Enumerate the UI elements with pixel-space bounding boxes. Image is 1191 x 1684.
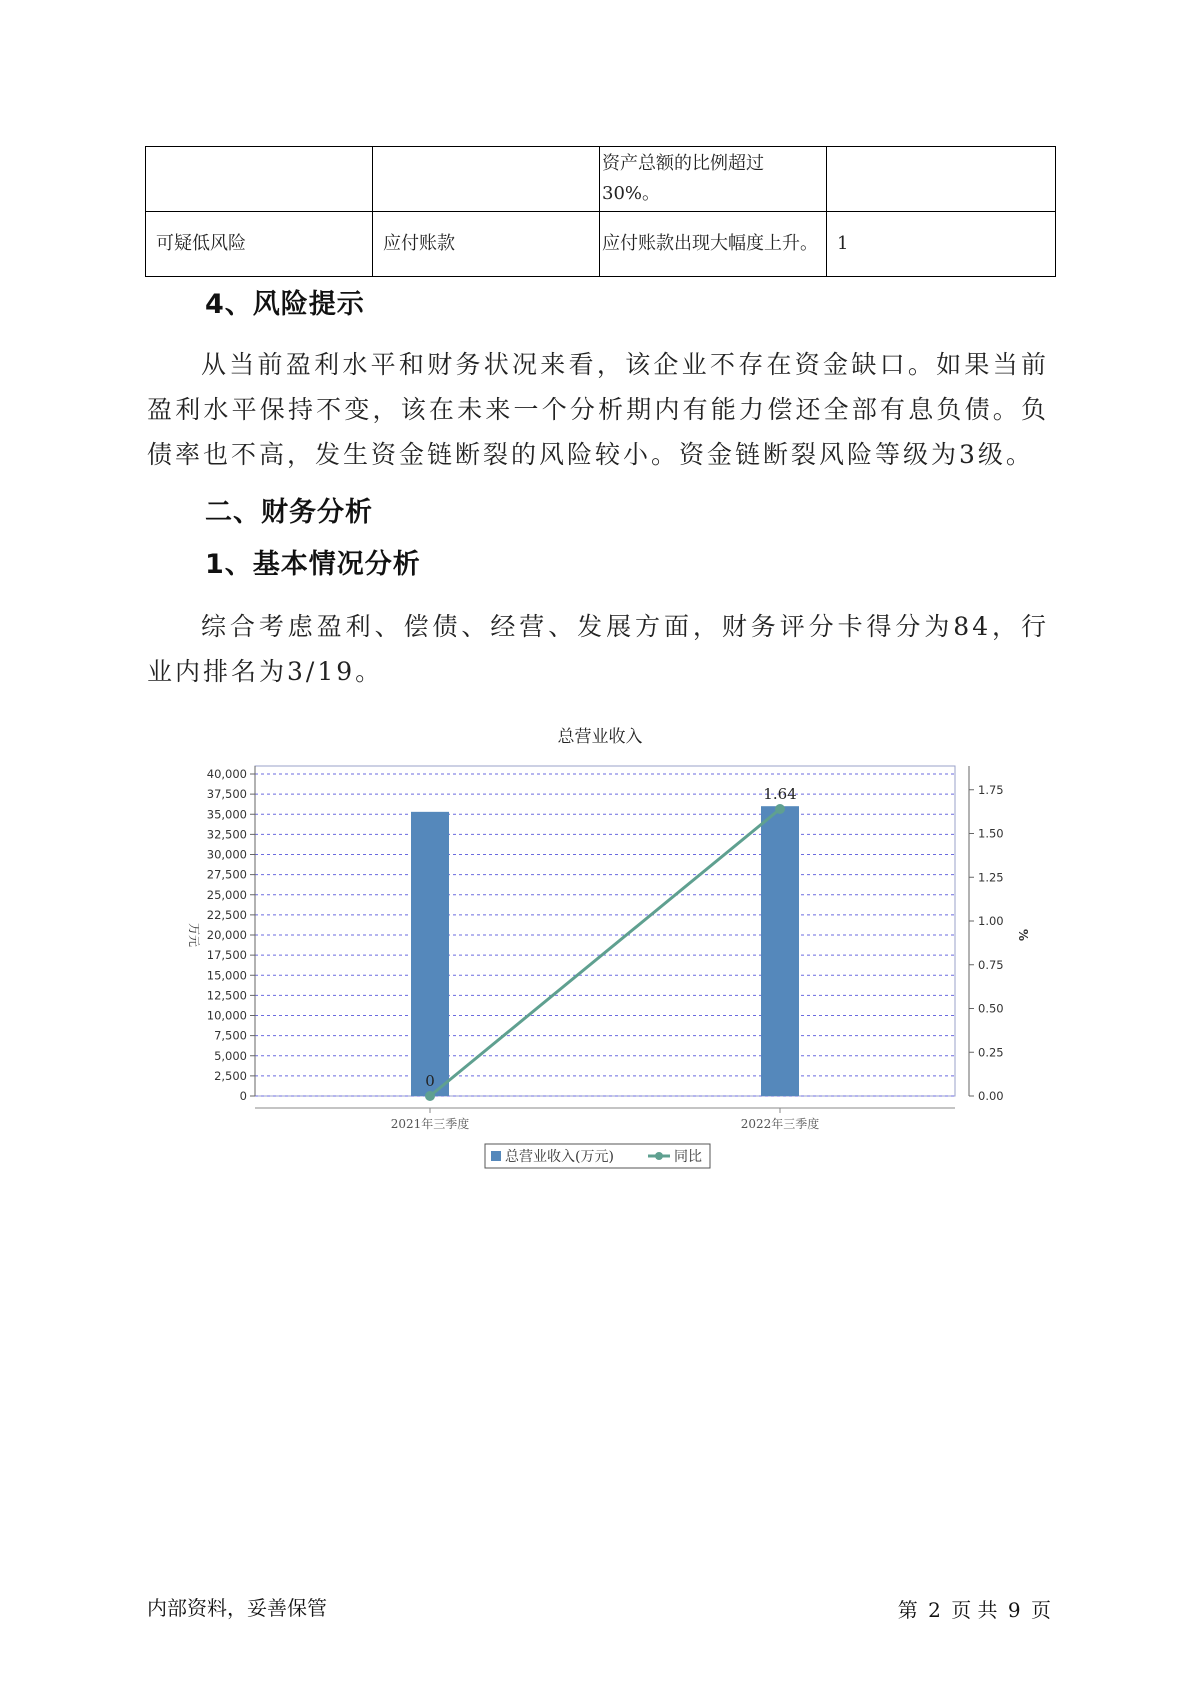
y-tick-label: 17,500: [206, 948, 247, 963]
y-tick-label: 20,000: [206, 928, 247, 942]
y2-tick-label: 1.00: [978, 914, 1004, 928]
x-tick-label: 2021年三季度: [390, 1117, 470, 1131]
table-cell: [827, 147, 1056, 212]
table-cell: 可疑低风险: [146, 212, 373, 277]
y-tick-label: 0: [239, 1089, 247, 1103]
y2-tick-label: 0.75: [978, 957, 1004, 972]
revenue-chart: [150, 718, 1050, 1178]
x-tick-label: 2022年三季度: [740, 1117, 820, 1131]
table-row: [146, 212, 1056, 277]
risk-table: [145, 146, 1056, 277]
table-cell: [146, 147, 373, 212]
chart-title: 总营业收入: [557, 727, 643, 747]
legend-bar-swatch: [491, 1151, 501, 1161]
footer-confidential: 内部资料，妥善保管: [147, 1596, 327, 1620]
bar: [411, 812, 449, 1096]
risk-paragraph: 从当前盈利水平和财务状况来看，该企业不存在资金缺口。如果当前盈利水平保持不变，该在未来一个分析期内有能力偿还全部有息负债。负债率也不高，发生资金链断裂的风险较小。资金链断裂风险等级为3级。: [147, 350, 1049, 469]
legend-line-label: 同比: [674, 1149, 702, 1165]
y-tick-label: 2,500: [214, 1068, 247, 1083]
y2-tick-label: 1.25: [978, 870, 1004, 885]
y-tick-label: 32,500: [206, 827, 247, 842]
bar: [761, 806, 799, 1096]
y-tick-label: 5,000: [214, 1048, 247, 1063]
y-tick-label: 37,500: [206, 787, 247, 802]
y-tick-label: 30,000: [206, 847, 247, 862]
y2-tick-label: 1.50: [978, 826, 1004, 841]
yoy-point: [775, 804, 785, 814]
yoy-point: [425, 1091, 435, 1101]
y2-tick-label: 0.00: [978, 1089, 1004, 1103]
table-cell: 应付账款: [373, 212, 600, 277]
yoy-data-label: 1.64: [763, 785, 797, 803]
y-tick-label: 12,500: [206, 988, 247, 1003]
table-cell: 1: [827, 212, 1056, 277]
y-tick-label: 22,500: [206, 907, 247, 922]
basic-paragraph: 综合考虑盈利、偿债、经营、发展方面，财务评分卡得分为84，行业内排名为3/19。: [147, 612, 1049, 686]
y-tick-label: 15,000: [206, 968, 247, 983]
y2-tick-label: 0.50: [978, 1001, 1004, 1016]
page-current: 2: [928, 1598, 941, 1622]
y2-tick-label: 1.75: [978, 782, 1004, 797]
chart-svg: [150, 718, 1050, 1178]
page-suffix: 页: [1031, 1598, 1051, 1622]
table-cell: 应付账款出现大幅度上升。: [600, 212, 827, 277]
y-tick-label: 7,500: [214, 1028, 247, 1043]
page-number: [896, 1594, 1053, 1623]
table-cell: 资产总额的比例超过30%。: [600, 147, 827, 212]
y-tick-label: 10,000: [206, 1008, 247, 1023]
y2-axis-label: %: [1016, 928, 1030, 942]
risk-heading: 4、风险提示: [205, 289, 365, 320]
page-prefix: 第: [897, 1598, 918, 1622]
table-cell: [373, 147, 600, 212]
plot-area: [255, 766, 955, 1096]
y-tick-label: 25,000: [206, 887, 247, 902]
page-total: 9: [1007, 1598, 1021, 1622]
legend-line-marker: [655, 1152, 663, 1160]
yoy-data-label: 0: [425, 1072, 435, 1090]
y-tick-label: 40,000: [206, 767, 247, 781]
page-mid: 页 共: [951, 1598, 998, 1622]
y-axis-label: 万元: [187, 922, 201, 948]
finance-heading: 二、财务分析: [205, 497, 373, 528]
table-row: [146, 147, 1056, 212]
basic-heading: 1、基本情况分析: [205, 549, 421, 580]
y-tick-label: 35,000: [206, 807, 247, 822]
y2-tick-label: 0.25: [978, 1045, 1004, 1060]
legend-bar-label: 总营业收入(万元): [505, 1149, 614, 1165]
y-tick-label: 27,500: [206, 867, 247, 882]
